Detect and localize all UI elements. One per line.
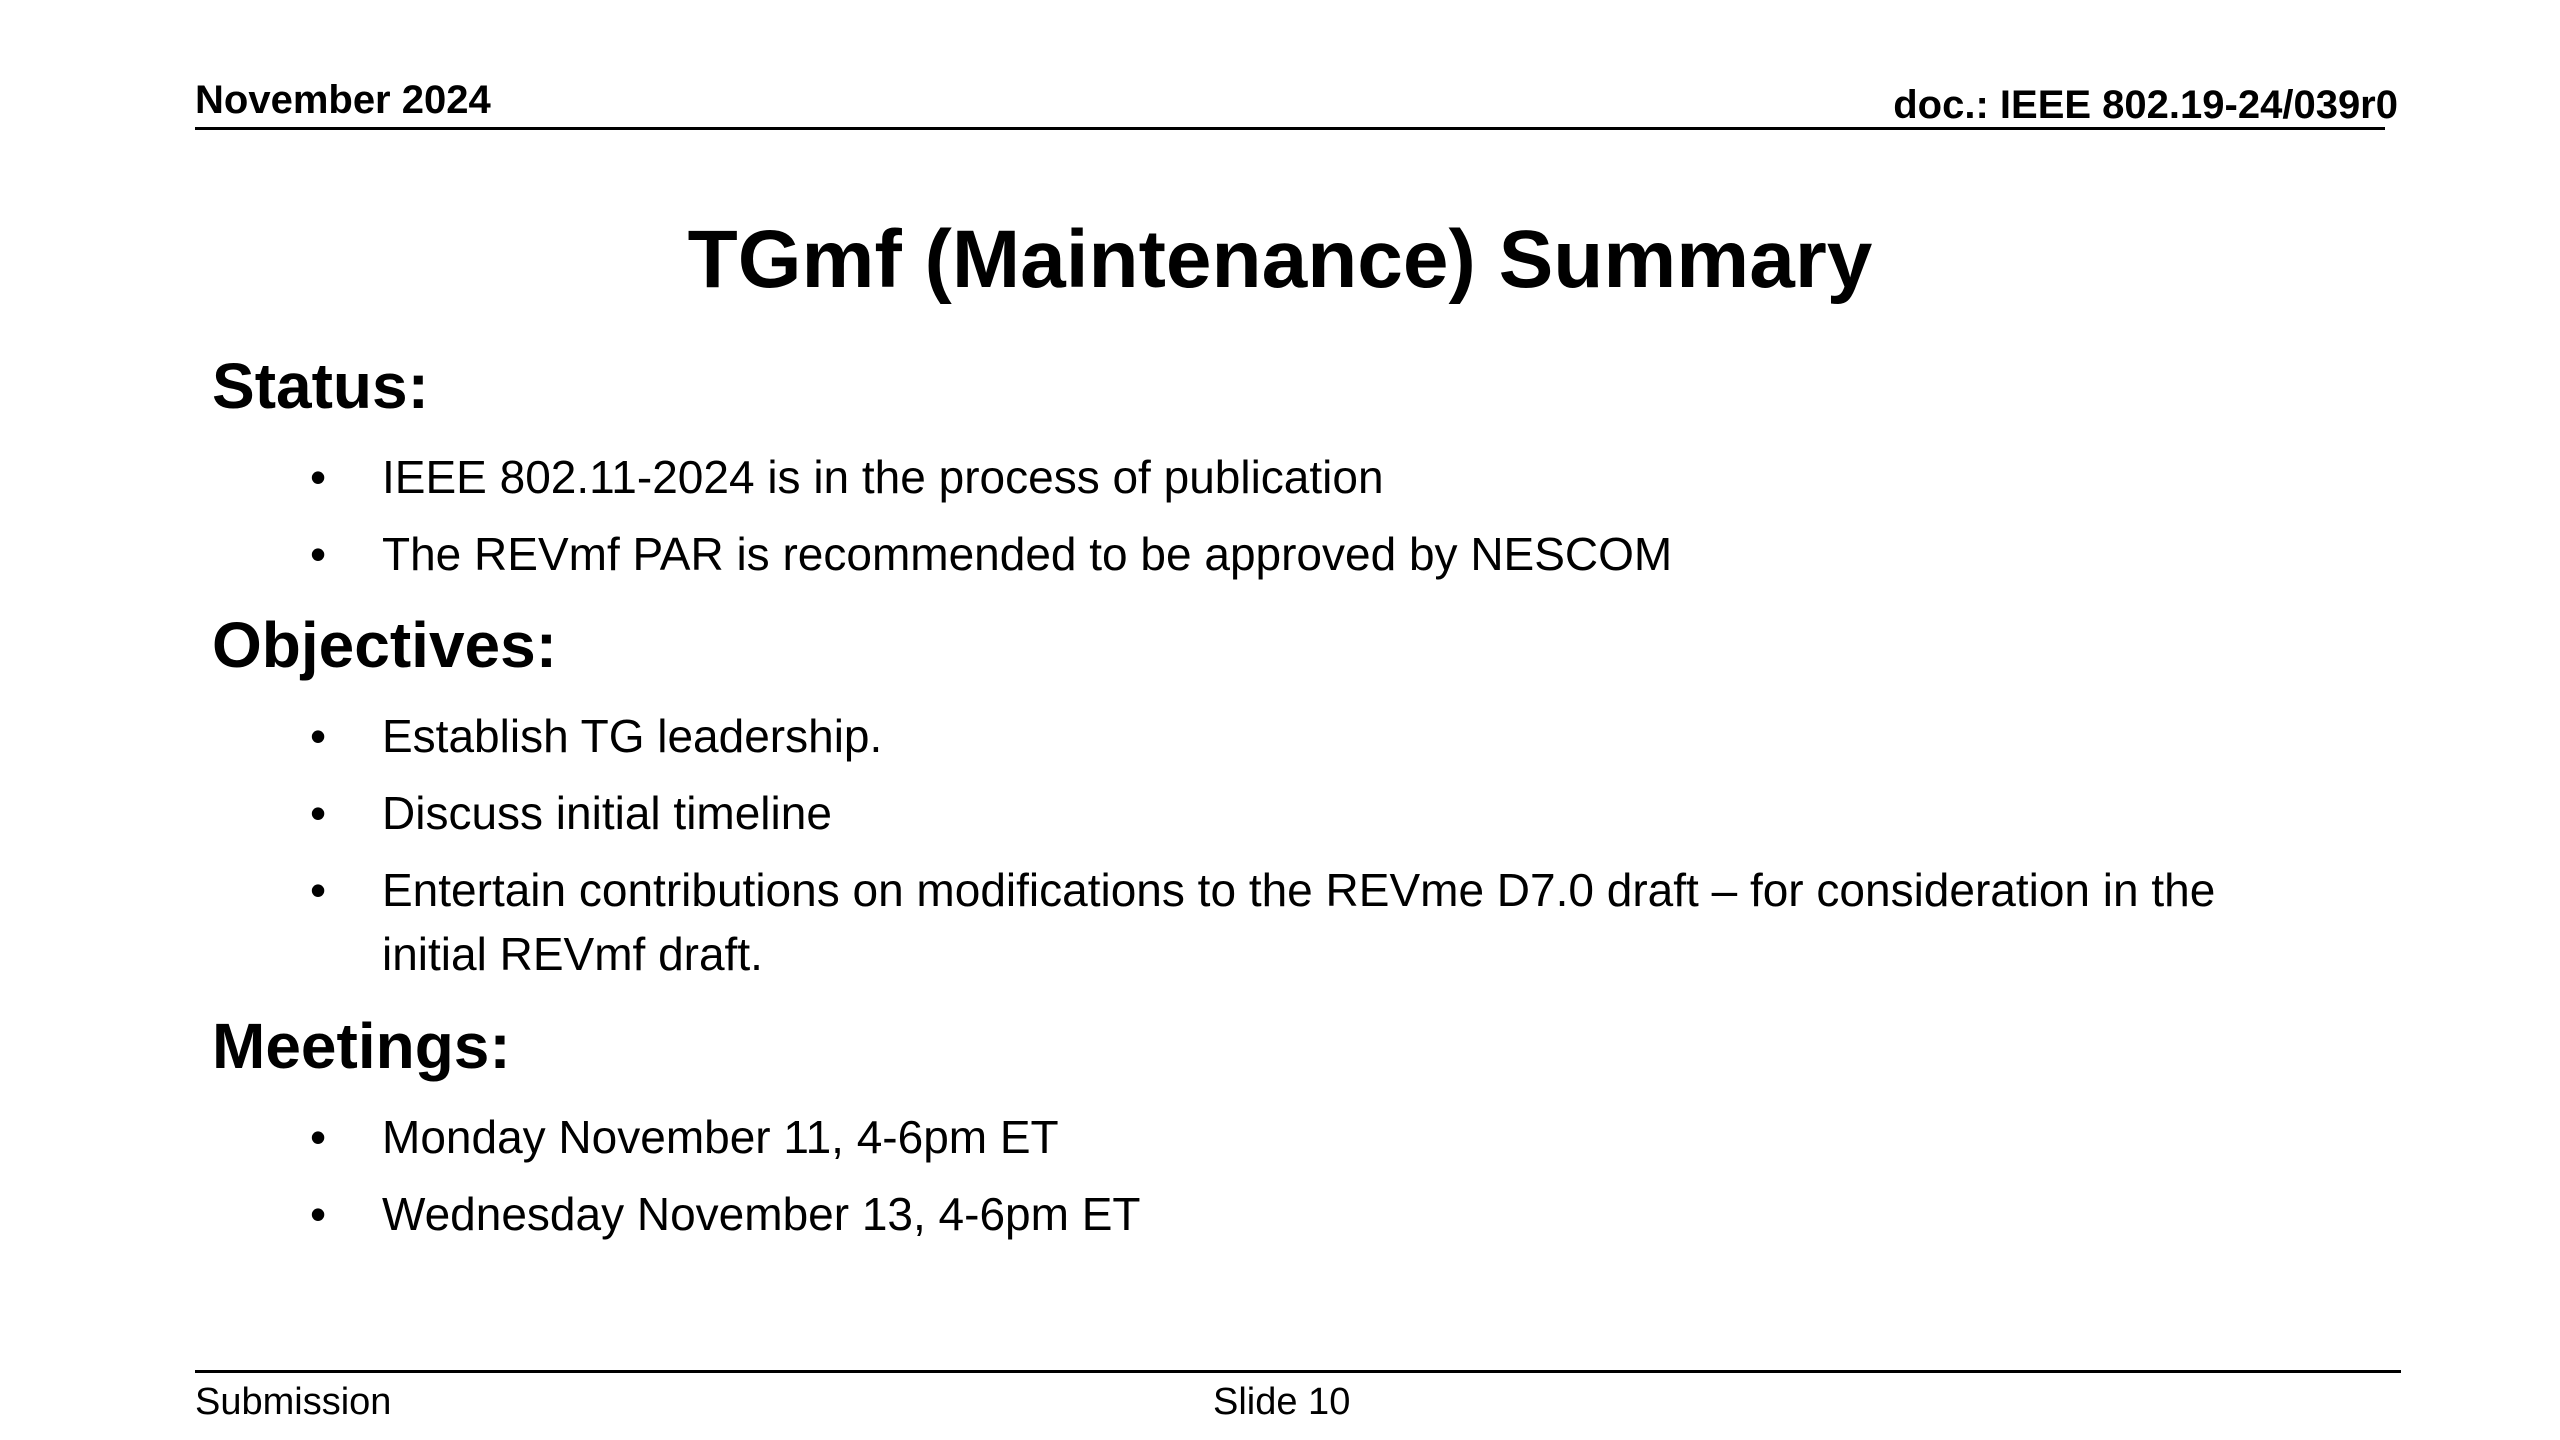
- list-item: [310, 704, 2310, 768]
- section-heading-meetings: Meetings:: [212, 1010, 511, 1082]
- bullet-text: Establish TG leadership.: [382, 710, 883, 762]
- slide-title: TGmf (Maintenance) Summary: [687, 214, 1873, 305]
- footer-divider: [195, 1370, 2401, 1373]
- bullet-text: Entertain contributions on modifications to the REVme D7.0 draft – for consideration in the initial REVmf draft.: [382, 864, 2216, 980]
- bullet-icon: •: [310, 864, 327, 916]
- list-item: [310, 858, 2310, 986]
- bullet-text: Monday November 11, 4-6pm ET: [382, 1111, 1059, 1163]
- bullet-text: Wednesday November 13, 4-6pm ET: [382, 1188, 1141, 1240]
- bullet-text: The REVmf PAR is recommended to be approved by NESCOM: [382, 528, 1673, 580]
- bullet-icon: •: [310, 528, 327, 580]
- header-date: November 2024: [195, 78, 491, 122]
- footer-submission: Submission: [195, 1381, 392, 1423]
- list-item: [310, 781, 2310, 845]
- list-item: [310, 522, 2310, 586]
- header-divider: [195, 127, 2385, 130]
- list-item: [310, 1182, 2310, 1246]
- bullet-icon: •: [310, 787, 327, 839]
- bullet-text: Discuss initial timeline: [382, 787, 832, 839]
- bullet-icon: •: [310, 451, 327, 503]
- bullet-text: IEEE 802.11-2024 is in the process of publication: [382, 451, 1384, 503]
- footer-slide-number: Slide 10: [1213, 1381, 1351, 1423]
- header-doc-id: doc.: IEEE 802.19-24/039r0: [1893, 83, 2398, 127]
- list-item: [310, 1105, 2310, 1169]
- bullet-icon: •: [310, 1111, 327, 1163]
- bullet-icon: •: [310, 710, 327, 762]
- bullet-icon: •: [310, 1188, 327, 1240]
- section-heading-status: Status:: [212, 350, 429, 422]
- list-item: [310, 445, 2310, 509]
- section-heading-objectives: Objectives:: [212, 609, 558, 681]
